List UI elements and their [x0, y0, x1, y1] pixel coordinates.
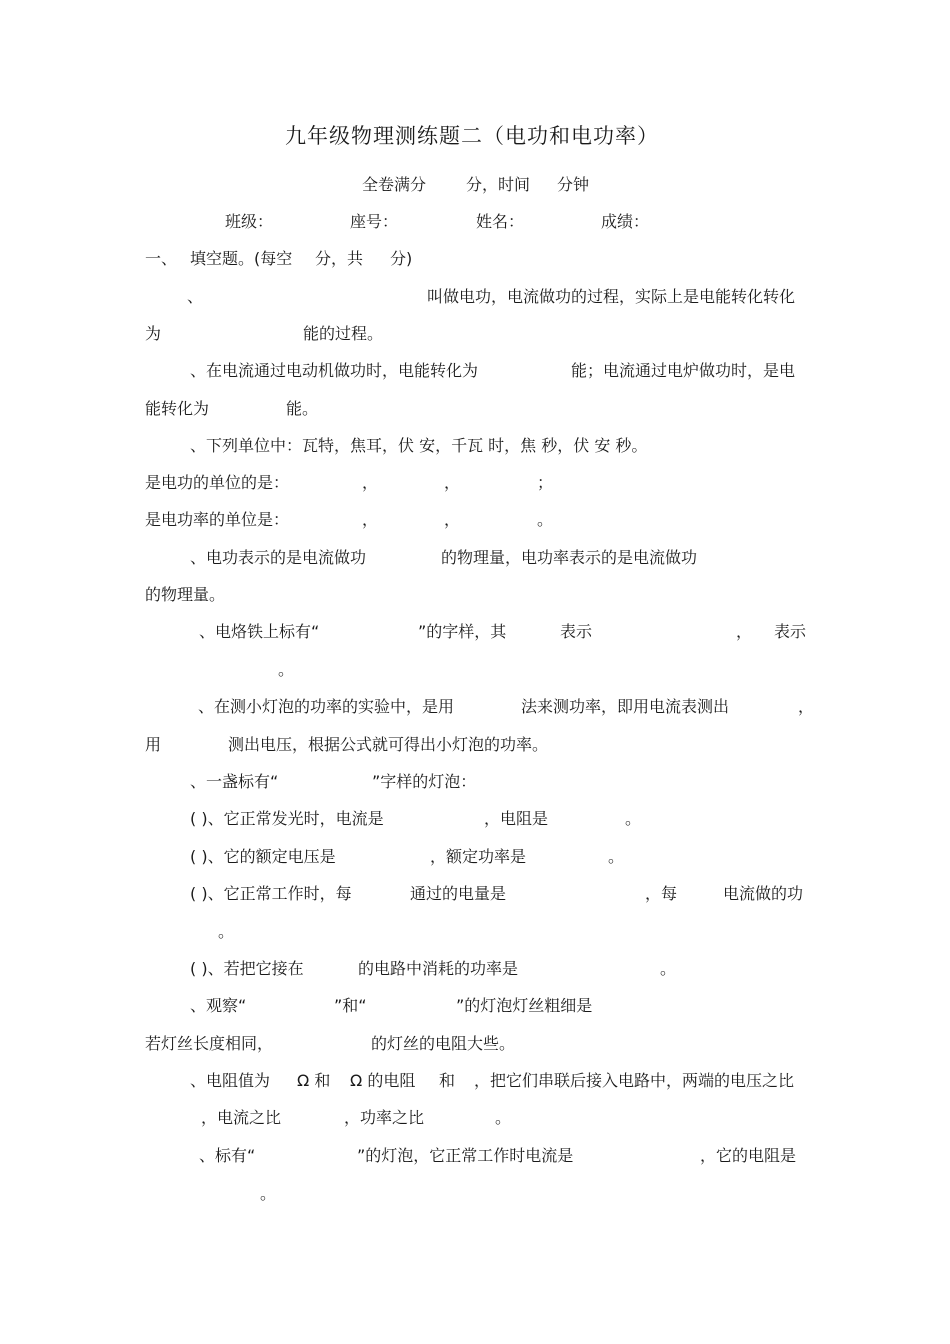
q9-text-e: ，把它们串联后接入电路中，两端的电压之比 [474, 1071, 795, 1090]
q8-text-e: 的灯丝的电阻大些。 [371, 1034, 516, 1053]
q9-text: 、电阻值为 [190, 1071, 271, 1090]
section-points: 分，共 [315, 249, 364, 268]
q4-text-c: 的物理量。 [145, 585, 226, 604]
q9-text-c: Ω 的电阻 [350, 1071, 416, 1090]
seat-label: 座号： [350, 212, 399, 231]
q2-text: 、在电流通过电动机做功时，电能转化为 [190, 361, 479, 380]
q6-text-d: 用 [145, 735, 162, 754]
q3-power-comma-2: ， [444, 510, 461, 529]
q1-text-wei: 为 [145, 324, 162, 343]
q7-sub1-c: 。 [625, 809, 642, 828]
q3-work-comma-1: ， [362, 473, 379, 492]
q1-prefix: 、 [187, 287, 204, 306]
q5-text: 、电烙铁上标有“ [199, 622, 320, 641]
q5-text-b: ”的字样，其 [418, 622, 507, 641]
q2-text-c: 能转化为 [145, 399, 210, 418]
q6-text-b: 法来测功率，即用电流表测出 [521, 697, 730, 716]
q7-sub3-b: 通过的电量是 [410, 884, 507, 903]
q2-text-d: 能。 [286, 399, 319, 418]
q7-sub3: ( )、它正常工作时，每 [190, 884, 352, 903]
section-total: 分) [390, 249, 413, 268]
q9-text-d: 和 [439, 1071, 456, 1090]
name-label: 姓名： [476, 212, 525, 231]
q9-text-h: 。 [495, 1108, 512, 1127]
q3-power-comma-1: ， [362, 510, 379, 529]
q5-period: 。 [278, 660, 295, 679]
q7-sub3-e: 。 [218, 922, 235, 941]
q7-sub4-b: 的电路中消耗的功率是 [358, 959, 519, 978]
q9-text-b: Ω 和 [297, 1071, 331, 1090]
q7-sub2-b: ，额定功率是 [430, 847, 527, 866]
subtitle-full-score: 全卷满分 [362, 175, 427, 194]
q5-comma: ， [736, 622, 753, 641]
q8-text-b: ”和“ [334, 996, 367, 1015]
q4-text-b: 的物理量，电功率表示的是电流做功 [441, 548, 698, 567]
q1-text-end: 能的过程。 [303, 324, 384, 343]
q3-power-period: 。 [537, 510, 554, 529]
q6-comma: ， [798, 697, 815, 716]
q7-sub3-d: 电流做的功 [723, 884, 804, 903]
q6-text: 、在测小灯泡的功率的实验中，是用 [198, 697, 455, 716]
q7-sub4-c: 。 [660, 959, 677, 978]
q7-sub2-c: 。 [608, 847, 625, 866]
q10-text-d: 。 [260, 1184, 277, 1203]
q7-sub4: ( )、若把它接在 [190, 959, 304, 978]
q5-text-e: 表示 [774, 622, 807, 641]
subtitle-time: 分，时间 [466, 175, 531, 194]
q3-power-label: 是电功率的单位是： [145, 510, 290, 529]
subtitle-minutes: 分钟 [557, 175, 590, 194]
q3-text: 、下列单位中：瓦特，焦耳，伏 安，千瓦 时，焦 秒，伏 安 秒。 [190, 436, 648, 455]
q8-text: 、观察“ [190, 996, 247, 1015]
q2-text-b: 能；电流通过电炉做功时，是电 [571, 361, 796, 380]
q7-text-b: ”字样的灯泡： [372, 772, 477, 791]
q10-text-c: ，它的电阻是 [700, 1146, 797, 1165]
q8-text-d: 若灯丝长度相同， [145, 1034, 274, 1053]
q8-text-c: ”的灯泡灯丝粗细是 [456, 996, 593, 1015]
q3-work-semicolon: ； [537, 473, 554, 492]
section-heading: 填空题。(每空 [190, 249, 293, 268]
q9-text-g: ，功率之比 [344, 1108, 425, 1127]
q3-work-comma-2: ， [444, 473, 461, 492]
q7-sub3-c: ，每 [645, 884, 678, 903]
q5-text-c: 表示 [560, 622, 593, 641]
class-label: 班级： [225, 212, 274, 231]
q3-work-label: 是电功的单位的是： [145, 473, 290, 492]
q10-text: 、标有“ [199, 1146, 256, 1165]
q10-text-b: ”的灯泡，它正常工作时电流是 [357, 1146, 574, 1165]
section-number: 一、 [145, 249, 178, 268]
q7-text: 、一盏标有“ [190, 772, 279, 791]
page-title: 九年级物理测练题二（电功和电功率） [285, 124, 659, 148]
q6-text-e: 测出电压，根据公式就可得出小灯泡的功率。 [228, 735, 549, 754]
q1-text: 叫做电功，电流做功的过程，实际上是电能转化转化 [427, 287, 796, 306]
q7-sub1-b: ，电阻是 [484, 809, 549, 828]
score-label: 成绩： [601, 212, 650, 231]
q4-text: 、电功表示的是电流做功 [190, 548, 367, 567]
q7-sub1: ( )、它正常发光时，电流是 [190, 809, 384, 828]
q7-sub2: ( )、它的额定电压是 [190, 847, 336, 866]
q9-text-f: ，电流之比 [201, 1108, 282, 1127]
